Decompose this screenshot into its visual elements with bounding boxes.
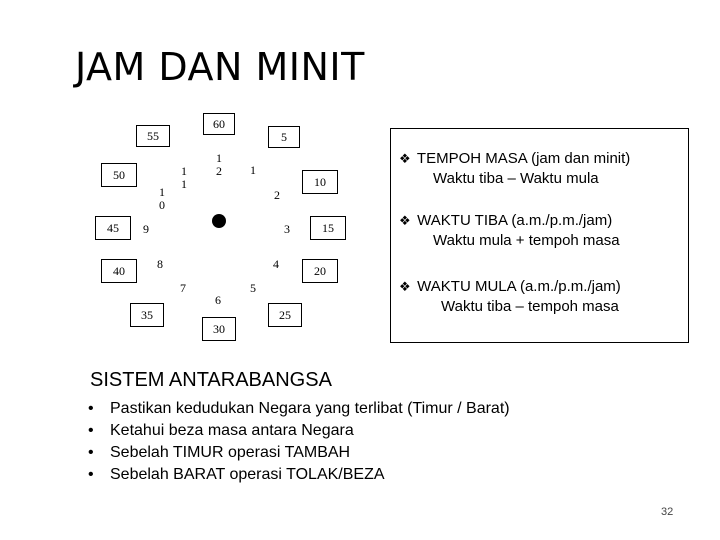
hour-label-12: 12: [216, 151, 222, 178]
hour-label-10: 10: [159, 185, 165, 212]
formula-heading: TEMPOH MASA (jam dan minit): [416, 150, 631, 167]
slide-title: JAM DAN MINIT: [75, 45, 365, 89]
diamond-bullet-icon: ❖: [399, 279, 411, 294]
hour-label-6: 6: [215, 293, 221, 307]
bullet-list: [88, 398, 510, 486]
list-item: [88, 442, 510, 464]
list-item: [88, 464, 510, 486]
page-number: 32: [661, 506, 674, 518]
list-item: [88, 398, 510, 420]
formula-text: Waktu tiba – tempoh masa: [441, 298, 619, 315]
bullet-icon: •: [88, 422, 94, 439]
hour-label-11: 11: [181, 164, 187, 191]
minute-box-35: 35: [130, 303, 164, 327]
formula-item: [399, 149, 630, 189]
hour-label-4: 4: [273, 257, 279, 271]
formula-item: [399, 277, 621, 317]
formula-text: Waktu tiba – Waktu mula: [433, 170, 599, 187]
bullet-icon: •: [88, 466, 94, 483]
diamond-bullet-icon: ❖: [399, 151, 411, 166]
minute-box-20: 20: [302, 259, 338, 283]
formula-text: Waktu mula + tempoh masa: [433, 232, 620, 249]
minute-box-30: 30: [202, 317, 236, 341]
minute-box-45: 45: [95, 216, 131, 240]
bullet-icon: •: [88, 444, 94, 461]
hour-label-8: 8: [157, 257, 163, 271]
minute-box-60: 60: [203, 113, 235, 135]
hour-label-7: 7: [180, 281, 186, 295]
diamond-bullet-icon: ❖: [399, 213, 411, 228]
bullet-icon: •: [88, 400, 94, 417]
hour-label-1: 1: [250, 163, 256, 177]
hour-label-3: 3: [284, 222, 290, 236]
list-item-text: Sebelah TIMUR operasi TAMBAH: [110, 444, 351, 461]
section-heading: SISTEM ANTARABANGSA: [90, 369, 332, 391]
hour-label-2: 2: [274, 188, 280, 202]
minute-box-55: 55: [136, 125, 170, 147]
clock-center-dot: [212, 214, 226, 228]
formula-heading: WAKTU TIBA (a.m./p.m./jam): [417, 212, 613, 229]
formula-panel: [390, 128, 689, 343]
list-item-text: Pastikan kedudukan Negara yang terlibat (Timur / Barat): [110, 400, 510, 417]
formula-heading: WAKTU MULA (a.m./p.m./jam): [417, 278, 621, 295]
minute-box-25: 25: [268, 303, 302, 327]
list-item-text: Ketahui beza masa antara Negara: [110, 422, 354, 439]
formula-item: [399, 211, 620, 251]
minute-box-40: 40: [101, 259, 137, 283]
list-item: [88, 420, 510, 442]
minute-box-5: 5: [268, 126, 300, 148]
minute-box-50: 50: [101, 163, 137, 187]
hour-label-9: 9: [143, 222, 149, 236]
hour-label-5: 5: [250, 281, 256, 295]
minute-box-15: 15: [310, 216, 346, 240]
minute-box-10: 10: [302, 170, 338, 194]
list-item-text: Sebelah BARAT operasi TOLAK/BEZA: [110, 466, 385, 483]
